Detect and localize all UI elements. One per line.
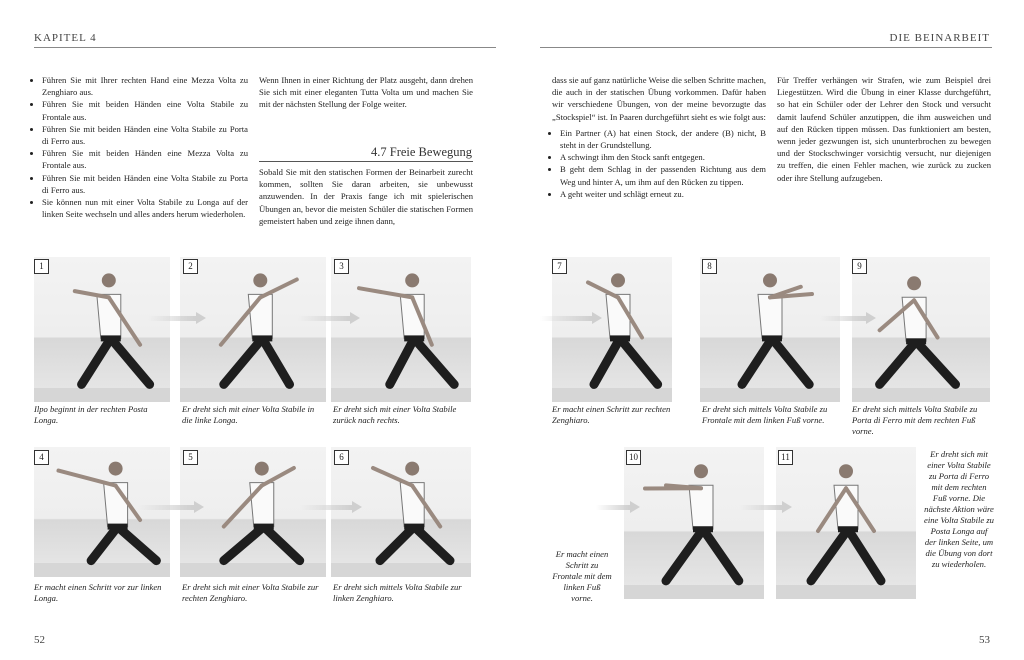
leg xyxy=(666,529,703,581)
paragraph: dass sie auf ganz natürliche Weise die selben Schritte machen, die auch in der statischen Übung vorkommen. Dafür haben wir verschiedene Übungen, von der meine bevorzugte das „Stockspiel“ ist. In Paaren durchgeführt sieht es wie folgt aus: xyxy=(552,75,766,122)
head xyxy=(102,273,116,287)
left-column-2 xyxy=(259,74,473,111)
martial-artist-figure xyxy=(852,257,990,402)
page-number-right: 53 xyxy=(979,634,990,646)
header-title: DIE BEINARBEIT xyxy=(889,32,990,44)
sequence-arrow xyxy=(540,314,602,322)
photo-caption: Er macht einen Schritt zu Frontale mit dem linken Fuß vorne. xyxy=(552,549,612,603)
photo-caption: Er dreht sich mit einer Volta Stabile zurück nach rechts. xyxy=(333,404,457,425)
sequence-arrow xyxy=(820,314,876,322)
sequence-arrow xyxy=(740,503,792,511)
sequence-arrow xyxy=(298,314,360,322)
sequence-arrow xyxy=(148,314,206,322)
photo-number: 1 xyxy=(34,259,49,274)
shirt xyxy=(758,294,782,338)
photo-panel xyxy=(180,257,326,402)
sequence-arrow xyxy=(300,503,362,511)
head xyxy=(763,273,777,287)
leg xyxy=(414,338,454,384)
leg xyxy=(224,338,262,384)
shirt xyxy=(104,483,128,527)
photo-panel xyxy=(34,447,170,577)
photo-number: 2 xyxy=(183,259,198,274)
photo-panel xyxy=(852,257,990,402)
paragraph: Wenn Ihnen in einer Richtung der Platz ausgeht, dann drehen Sie sich mit einer eleganten Tutta Volta um und machen Sie mit der nächsten Stellung der Folge weiter. xyxy=(259,75,473,110)
shirt xyxy=(250,483,274,527)
photo-caption: Er dreht sich mit einer Volta Stabile zu Porta di Ferro mit dem rechten Fuß vorne. Die nächste Aktion wäre eine Volta Stabile zu Posta Longa auf der linken Seite, um die Übung von dort zu wiederholen. xyxy=(924,449,994,569)
martial-artist-figure xyxy=(34,257,170,402)
bullet-item: • A schwingt ihm den Stock sanft entgegen. xyxy=(560,151,766,163)
header-rule-left xyxy=(34,47,496,48)
head xyxy=(405,462,419,476)
photo-number: 8 xyxy=(702,259,717,274)
head xyxy=(405,273,419,287)
photo-panel xyxy=(331,257,471,402)
bullet-item: • Führen Sie mit Ihrer rechten Hand eine Mezza Volta zu Zenghiaro aus. xyxy=(42,74,248,98)
sequence-arrow xyxy=(596,503,640,511)
martial-artist-figure xyxy=(331,257,471,402)
leg xyxy=(380,527,414,561)
leg xyxy=(811,529,848,581)
bullet-item: • A geht weiter und schlägt erneut zu. xyxy=(560,188,766,200)
leg xyxy=(772,338,809,384)
martial-artist-figure xyxy=(552,257,672,402)
arm xyxy=(58,471,115,486)
arm xyxy=(666,485,701,488)
martial-artist-figure xyxy=(34,447,170,577)
leg xyxy=(594,338,620,384)
photo-caption: Er macht einen Schritt vor zur linken Longa. xyxy=(34,582,162,603)
leg xyxy=(880,341,917,384)
belt xyxy=(762,335,782,341)
head xyxy=(253,273,267,287)
martial-artist-figure xyxy=(624,447,764,599)
leg xyxy=(118,527,157,561)
bullet-item: • Führen Sie mit beiden Händen eine Mezza Volta zu Frontale aus. xyxy=(42,147,248,171)
left-column-2b xyxy=(259,166,473,227)
leg xyxy=(111,338,150,384)
page-number-left: 52 xyxy=(34,634,45,646)
bullet-item: • B geht dem Schlag in der passenden Richtung aus dem Weg und hinter A, um ihm auf den Rücken zu tippen. xyxy=(560,163,766,187)
head xyxy=(255,462,269,476)
photo-number: 6 xyxy=(334,450,349,465)
photo-panel xyxy=(624,447,764,599)
photo-number: 9 xyxy=(852,259,867,274)
arm xyxy=(359,288,412,297)
head xyxy=(839,464,853,478)
section-title: 4.7 Freie Bewegung xyxy=(371,145,473,159)
bullet-item: • Führen Sie mit beiden Händen eine Volta Stabile zu Porta di Ferro aus. xyxy=(42,123,248,147)
photo-number: 11 xyxy=(778,450,793,465)
photo-number: 7 xyxy=(552,259,567,274)
belt xyxy=(254,524,274,530)
shirt xyxy=(248,294,272,338)
bullet-item: • Führen Sie mit beiden Händen eine Volta Stabile zu Porta di Ferro aus. xyxy=(42,172,248,196)
leg xyxy=(224,527,264,561)
head xyxy=(611,273,625,287)
head xyxy=(907,276,921,290)
belt xyxy=(252,335,272,341)
belt xyxy=(693,526,713,532)
photo-number: 4 xyxy=(34,450,49,465)
leg xyxy=(848,529,881,581)
bullet-item: • Sie können nun mit einer Volta Stabile zu Longa auf der linken Seite wechseln und alles anders herum wiederholen. xyxy=(42,196,248,220)
leg xyxy=(91,527,117,561)
header-rule-right xyxy=(540,47,992,48)
photo-number: 3 xyxy=(334,259,349,274)
shirt xyxy=(689,485,713,529)
leg xyxy=(262,338,289,384)
photo-caption: Er dreht sich mit einer Volta Stabile in die linke Longa. xyxy=(182,404,315,425)
bullet-item: • Ein Partner (A) hat einen Stock, der andere (B) nicht, B steht in der Grundstellung. xyxy=(560,127,766,151)
photo-caption: Er dreht sich mit einer Volta Stabile zur rechten Zenghiaro. xyxy=(182,582,319,603)
photo-caption: Ilpo beginnt in der rechten Posta Longa. xyxy=(34,404,148,425)
martial-artist-figure xyxy=(776,447,916,599)
belt xyxy=(906,338,926,344)
leg xyxy=(82,338,111,384)
leg xyxy=(703,529,739,581)
head xyxy=(694,464,708,478)
leg xyxy=(742,338,772,384)
photo-panel xyxy=(776,447,916,599)
right-column-2 xyxy=(777,74,991,184)
leg xyxy=(620,338,658,384)
photo-panel xyxy=(700,257,840,402)
leg xyxy=(414,527,450,561)
paragraph: Für Treffer verhängen wir Strafen, wie zum Beispiel drei Liegestützen. Wird die Übung in einer Klasse durchgeführt, so hat ein Schüler oder der Lehrer den Stock und versucht damit laufend Schüler anzutippen, die ihm ausweichen und auf den Rücken tippen müssen. Das funktioniert am besten, wenn jeder gezwungen ist, sich ununterbrochen zu bewegen und der Stockschwinger vorsichtig versucht, nur diejenigen zu treffen, die einen Fehler machen, wie zurück zu zucken oder ihre Stellung aufzugeben. xyxy=(777,75,991,183)
photo-number: 10 xyxy=(626,450,641,465)
photo-caption: Er dreht sich mittels Volta Stabile zu Frontale mit dem linken Fuß vorne. xyxy=(702,404,828,425)
belt xyxy=(101,335,121,341)
bullet-item: • Führen Sie mit beiden Händen eine Volta Stabile zu Frontale aus. xyxy=(42,98,248,122)
sequence-arrow xyxy=(138,503,204,511)
header-chapter: KAPITEL 4 xyxy=(34,32,97,44)
paragraph: Sobald Sie mit den statischen Formen der Beinarbeit zurecht kommen, sollten Sie daran arbeiten, sie unbewusst anzuwenden. In der Praxis fange ich mit spielerischen Übungen an, bevor die meisten Schüler die statischen Formen gemeistert haben und zeige ihnen dann, xyxy=(259,167,473,226)
belt xyxy=(404,335,424,341)
photo-caption: Er dreht sich mittels Volta Stabile zur linken Zenghiaro. xyxy=(333,582,462,603)
photo-number: 5 xyxy=(183,450,198,465)
photo-caption: Er dreht sich mittels Volta Stabile zu Porta di Ferro mit dem rechten Fuß vorne. xyxy=(852,404,978,436)
leg xyxy=(916,341,955,384)
martial-artist-figure xyxy=(700,257,840,402)
photo-caption: Er macht einen Schritt zur rechten Zenghiaro. xyxy=(552,404,671,425)
belt xyxy=(838,526,858,532)
right-column-1 xyxy=(552,74,766,200)
head xyxy=(109,462,123,476)
belt xyxy=(108,524,128,530)
shirt xyxy=(400,483,424,527)
martial-artist-figure xyxy=(180,257,326,402)
leg xyxy=(390,338,414,384)
photo-panel xyxy=(34,257,170,402)
photo-panel xyxy=(552,257,672,402)
belt xyxy=(610,335,630,341)
section-rule xyxy=(259,161,473,162)
leg xyxy=(264,527,300,561)
left-column-1 xyxy=(34,74,248,220)
belt xyxy=(404,524,424,530)
